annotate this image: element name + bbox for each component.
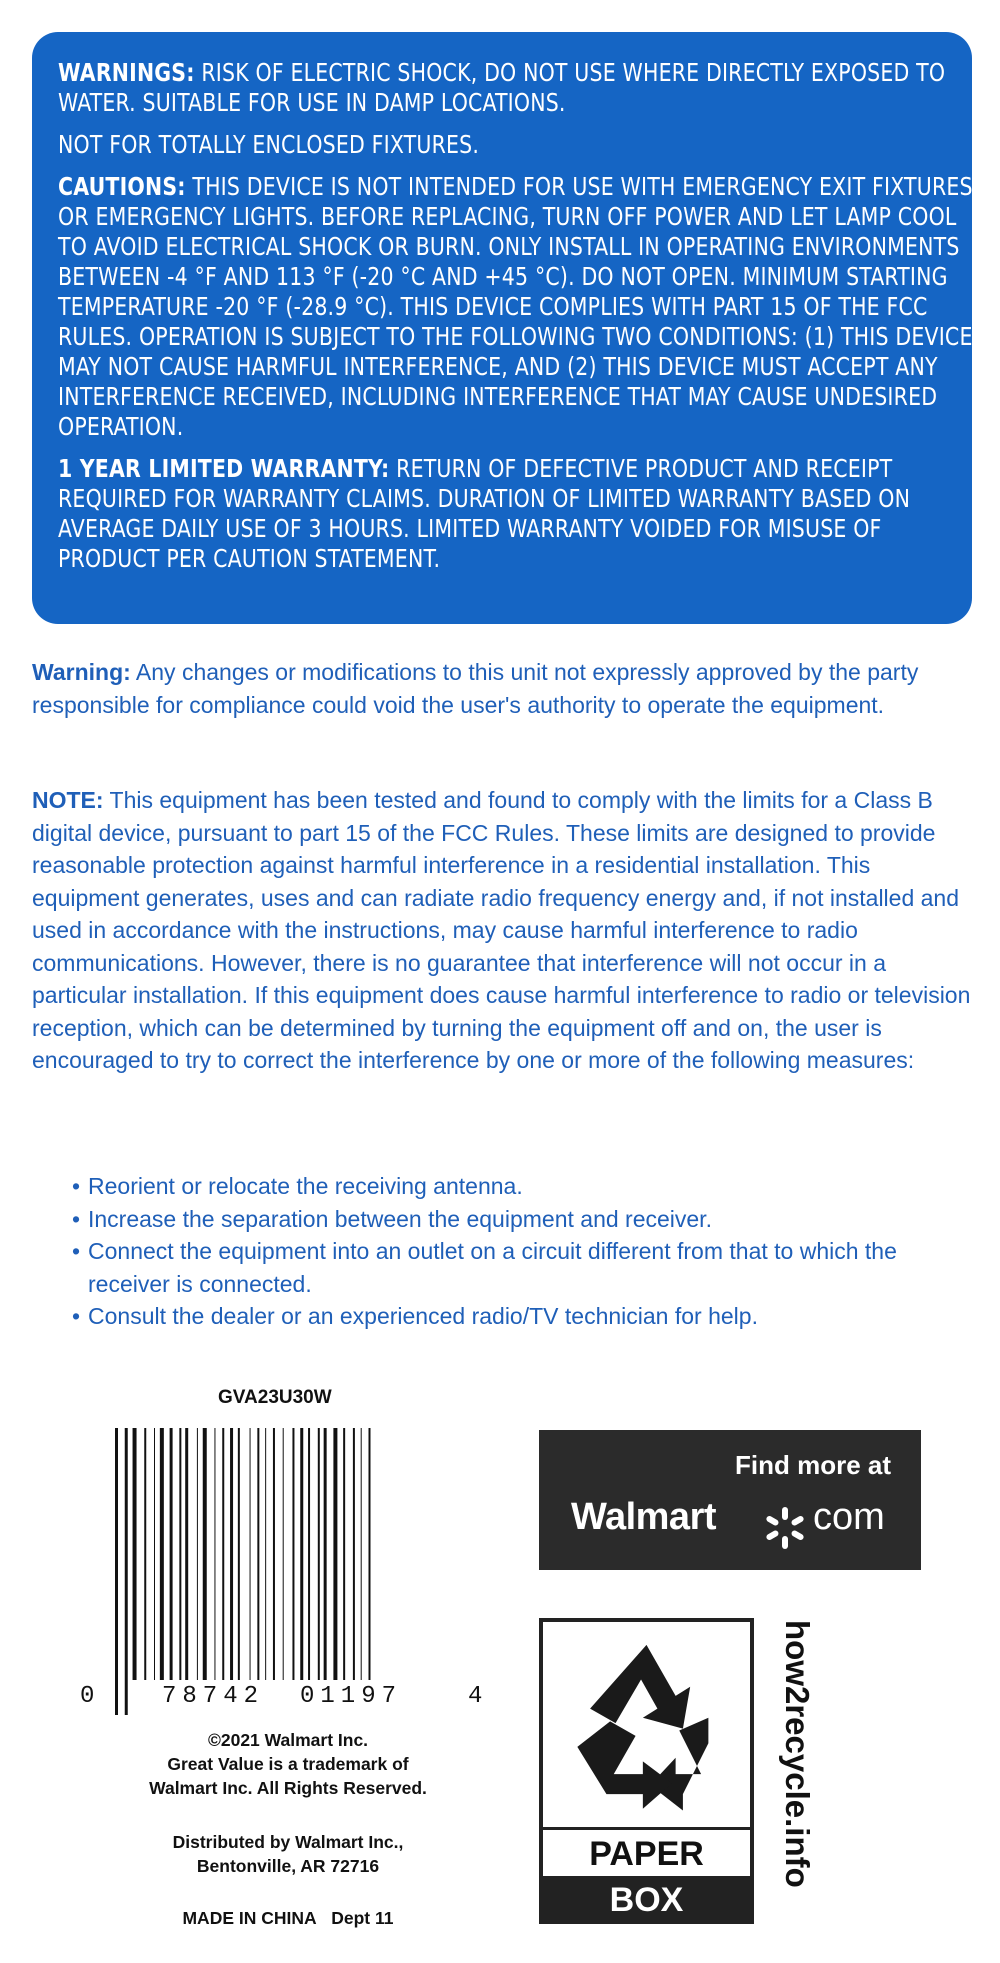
walmart-spark-icon — [761, 1504, 809, 1552]
distributor-block — [118, 1830, 458, 1878]
warnings-panel — [32, 32, 972, 624]
trademark-line-1: Great Value is a trademark of — [167, 1754, 409, 1774]
find-more-text: Find more at — [734, 1450, 891, 1480]
cautions-text: THIS DEVICE IS NOT INTENDED FOR USE WITH EMERGENCY EXIT FIXTURES OR EMERGENCY LIGHTS. BEFORE REPLACING, TURN OFF POWER AND LET LAMP COOL TO AVOID ELECTRICAL SHOCK OR BURN. ONLY INSTALL IN OPERATING ENVIRONMENTS BETWEEN -4 °F AND 113 °F (-20 °C AND +45 °C). DO NOT OPEN. MINIMUM STARTING TEMPERATURE -20 °F (-28.9 °C). THIS DEVICE COMPLIES WITH PART 15 OF THE FCC RULES. OPERATION IS SUBJECT TO THE FOLLOWING TWO CONDITIONS: (1) THIS DEVICE MAY NOT CAUSE HARMFUL INTERFERENCE, AND (2) THIS DEVICE MUST ACCEPT ANY INTERFERENCE RECEIVED, INCLUDING INTERFERENCE THAT MAY CAUSE UNDESIRED OPERATION. — [58, 172, 973, 441]
cautions-paragraph — [58, 172, 988, 442]
walmart-wordmark: Walmart — [571, 1496, 717, 1538]
how2recycle-label — [539, 1618, 754, 1924]
warranty-text: RETURN OF DEFECTIVE PRODUCT AND RECEIPT REQUIRED FOR WARRANTY CLAIMS. DURATION OF LIMITED WARRANTY BASED ON AVERAGE DAILY USE OF 3 HOURS. LIMITED WARRANTY VOIDED FOR MISUSE OF PRODUCT PER CAUTION STATEMENT. — [58, 454, 911, 573]
fcc-warning-paragraph — [32, 656, 982, 721]
fcc-warning-text: Any changes or modifications to this unit not expressly approved by the party responsible for compliance could void the user's authority to operate the equipment. — [32, 659, 919, 718]
recycle-icon — [553, 1634, 740, 1816]
copyright-text: ©2021 Walmart Inc. — [207, 1730, 369, 1750]
barcode-group-right: 01197 — [300, 1683, 403, 1710]
barcode-digit-left: 0 — [80, 1683, 95, 1710]
fcc-warning-label: Warning: — [32, 659, 131, 685]
fcc-note-label: NOTE: — [32, 787, 104, 813]
how2recycle-site: how2recycle.info — [779, 1620, 816, 1888]
fcc-note-paragraph — [32, 784, 982, 1077]
enclosed-fixtures-text: NOT FOR TOTALLY ENCLOSED FIXTURES. — [58, 130, 480, 159]
material-line-1: PAPER — [589, 1835, 704, 1873]
warranty-paragraph — [58, 454, 988, 574]
made-in-text: MADE IN CHINA — [182, 1908, 317, 1928]
trademark-line-2: Walmart Inc. All Rights Reserved. — [149, 1778, 427, 1798]
list-item: • Increase the separation between the equipment and receiver. — [72, 1203, 982, 1236]
material-line-2: BOX — [609, 1881, 684, 1919]
warnings-label: WARNINGS: — [58, 58, 195, 87]
walmart-find-more-box — [539, 1430, 921, 1570]
barcode-group-left: 78742 — [162, 1683, 265, 1710]
fcc-note — [32, 784, 982, 1077]
list-item: • Connect the equipment into an outlet on a circuit different from that to which the receiver is connected. — [72, 1235, 982, 1300]
list-item: • Consult the dealer or an experienced radio/TV technician for help. — [72, 1300, 982, 1333]
walmart-domain-text: com — [813, 1496, 885, 1538]
warranty-label: 1 YEAR LIMITED WARRANTY: — [58, 454, 390, 483]
origin-line — [118, 1906, 458, 1930]
dept-text: Dept 11 — [331, 1908, 394, 1928]
upc-barcode — [115, 1428, 460, 1715]
cautions-label: CAUTIONS: — [58, 172, 186, 201]
warnings-paragraph — [58, 58, 988, 118]
measures-list — [72, 1170, 982, 1333]
list-item: • Reorient or relocate the receiving antenna. — [72, 1170, 982, 1203]
warnings-text: RISK OF ELECTRIC SHOCK, DO NOT USE WHERE DIRECTLY EXPOSED TO WATER. SUITABLE FOR USE IN DAMP LOCATIONS. — [58, 58, 946, 117]
distributed-line-1: Distributed by Walmart Inc., — [172, 1832, 404, 1852]
distributed-line-2: Bentonville, AR 72716 — [196, 1856, 380, 1876]
fcc-warning — [32, 656, 982, 721]
fcc-note-text: This equipment has been tested and found to comply with the limits for a Class B digital device, pursuant to part 15 of the FCC Rules. These limits are designed to provide reasonable protection against harmful interference in a residential installation. This equipment generates, uses and can radiate radio frequency energy and, if not installed and used in accordance with the instructions, may cause harmful interference to radio communications. However, there is no guarantee that interference will not occur in a particular installation. If this equipment does cause harmful interference to radio or television reception, which can be determined by turning the equipment off and on, the user is encouraged to try to correct the interference by one or more of the following measures: — [32, 787, 971, 1073]
model-number: GVA23U30W — [218, 1387, 332, 1408]
barcode-digit-right: 4 — [468, 1683, 483, 1710]
legal-copyright-block — [118, 1728, 458, 1800]
